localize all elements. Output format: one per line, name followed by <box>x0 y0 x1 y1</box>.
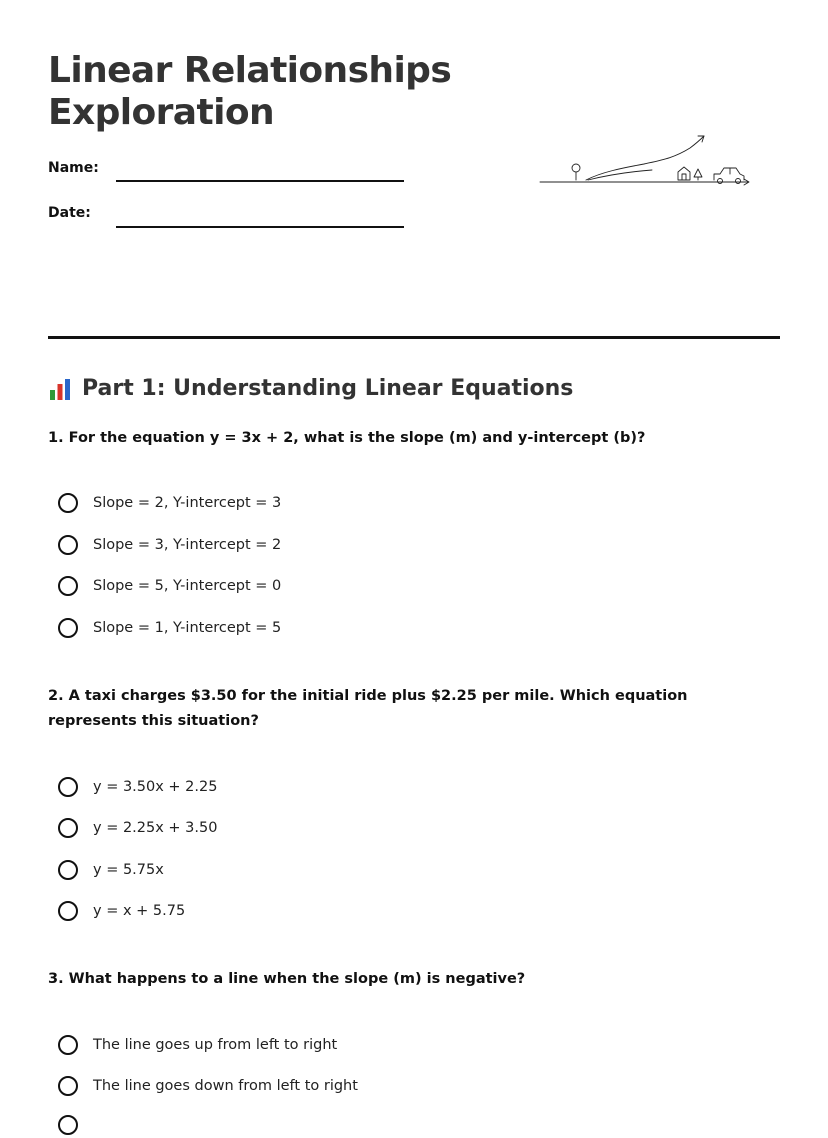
option-label: Slope = 1, Y-intercept = 5 <box>93 620 282 636</box>
option-label: The line goes up from left to right <box>93 1037 338 1053</box>
option-label: y = x + 5.75 <box>93 903 186 919</box>
radio-button[interactable] <box>58 576 78 596</box>
q2-option-3[interactable] <box>58 857 164 883</box>
q1-option-2[interactable] <box>58 532 281 558</box>
q2-option-2[interactable] <box>58 815 217 841</box>
hill-road-sketch-icon <box>512 56 776 192</box>
option-label: Slope = 5, Y-intercept = 0 <box>93 578 282 594</box>
name-field[interactable] <box>116 180 404 182</box>
option-label: y = 2.25x + 3.50 <box>93 820 218 836</box>
date-label: Date: <box>48 205 91 221</box>
radio-button[interactable] <box>58 777 78 797</box>
part-1-title: Part 1: Understanding Linear Equations <box>82 376 574 401</box>
question-1: 1. For the equation y = 3x + 2, what is the slope (m) and y-intercept (b)? <box>48 430 646 446</box>
q1-option-3[interactable] <box>58 573 281 599</box>
part-1-heading <box>48 374 573 404</box>
radio-button[interactable] <box>58 818 78 838</box>
radio-button[interactable] <box>58 493 78 513</box>
option-label: The line goes down from left to right <box>93 1078 358 1094</box>
option-label: y = 5.75x <box>93 862 164 878</box>
q3-option-1[interactable] <box>58 1032 337 1058</box>
radio-button[interactable] <box>58 1076 78 1096</box>
option-label: Slope = 2, Y-intercept = 3 <box>93 495 282 511</box>
radio-button[interactable] <box>58 901 78 921</box>
radio-button[interactable] <box>58 1115 78 1135</box>
option-label: Slope = 3, Y-intercept = 2 <box>93 537 282 553</box>
radio-button[interactable] <box>58 535 78 555</box>
radio-button[interactable] <box>58 1035 78 1055</box>
option-label: y = 3.50x + 2.25 <box>93 779 218 795</box>
radio-button[interactable] <box>58 618 78 638</box>
date-field[interactable] <box>116 226 404 228</box>
q1-option-1[interactable] <box>58 490 281 516</box>
q3-option-3[interactable] <box>58 1112 78 1138</box>
question-2: 2. A taxi charges $3.50 for the initial ride plus $2.25 per mile. Which equation represents this situation? <box>48 688 688 729</box>
q2-option-1[interactable] <box>58 774 217 800</box>
title-line-1: Linear Relationships <box>48 50 452 91</box>
section-divider <box>48 336 780 339</box>
q1-option-4[interactable] <box>58 615 281 641</box>
q3-option-2[interactable] <box>58 1073 358 1099</box>
q2-option-4[interactable] <box>58 898 185 924</box>
radio-button[interactable] <box>58 860 78 880</box>
question-3: 3. What happens to a line when the slope (m) is negative? <box>48 971 526 987</box>
title-line-2: Exploration <box>48 92 275 133</box>
name-label: Name: <box>48 160 99 176</box>
bar-chart-icon <box>48 377 72 401</box>
worksheet-title <box>48 50 451 134</box>
